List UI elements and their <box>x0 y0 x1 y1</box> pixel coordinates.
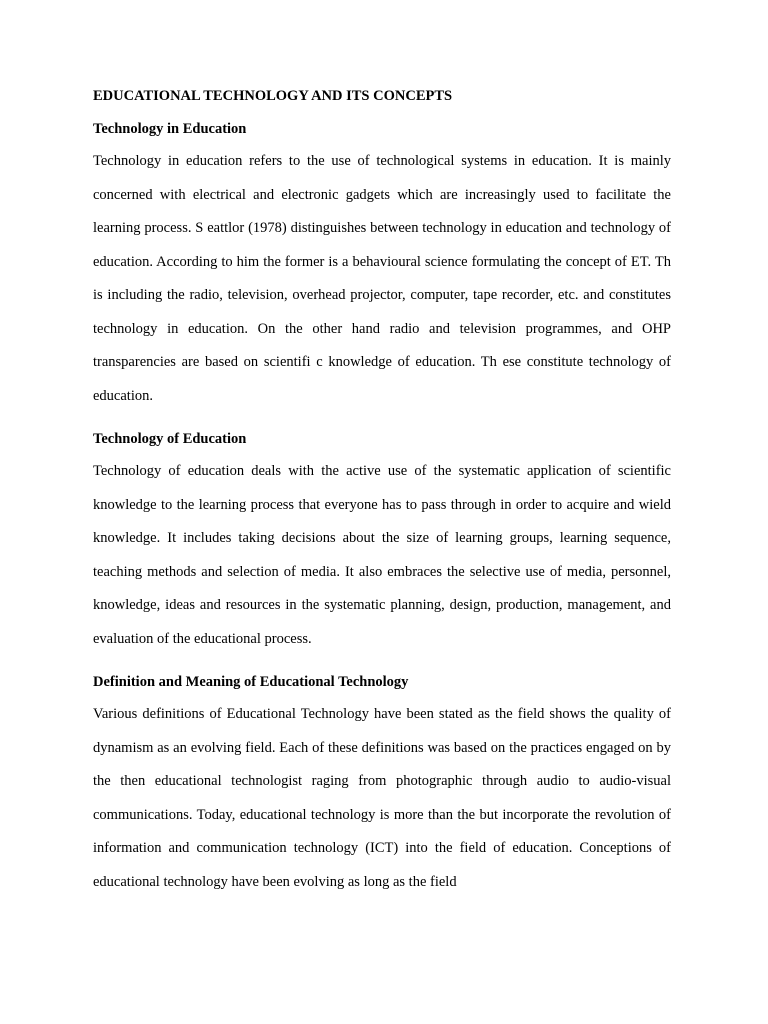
document-body <box>93 86 671 899</box>
document-title: EDUCATIONAL TECHNOLOGY AND ITS CONCEPTS <box>93 88 453 104</box>
section-heading-technology-of-education: Technology of Education <box>93 431 247 447</box>
section-paragraph-technology-of-education: Technology of education deals with the active use of the systematic application of scientific knowledge to the learning process that everyone has to pass through in order to acquire and wield knowledge. It includes taking decisions about the size of learning groups, learning sequence, teaching methods and selection of media. It also embraces the selective use of media, personnel, knowledge, ideas and resources in the systematic planning, design, production, management, and evaluation of the educational process. <box>93 463 671 647</box>
section-heading-technology-in-education: Technology in Education <box>93 121 247 137</box>
section-heading-definition-and-meaning: Definition and Meaning of Educational Technology <box>93 674 409 690</box>
section-paragraph-technology-in-education: Technology in education refers to the use of technological systems in education. It is mainly concerned with electrical and electronic gadgets which are increasingly used to facilitate the learning process. S eattlor (1978) distinguishes between technology in education and technology of education. According to him the former is a behavioural science formulating the concept of ET. Th is including the radio, television, overhead projector, computer, tape recorder, etc. and constitutes technology in education. On the other hand radio and television programmes, and OHP transparencies are based on scientifi c knowledge of education. Th ese constitute technology of education. <box>93 153 671 404</box>
section-paragraph-definition-and-meaning: Various definitions of Educational Technology have been stated as the field shows the quality of dynamism as an evolving field. Each of these definitions was based on the practices engaged on by the then educational technologist raging from photographic through audio to audio-visual communications. Today, educational technology is more than the but incorporate the revolution of information and communication technology (ICT) into the field of education. Conceptions of educational technology have been evolving as long as the field <box>93 706 671 890</box>
